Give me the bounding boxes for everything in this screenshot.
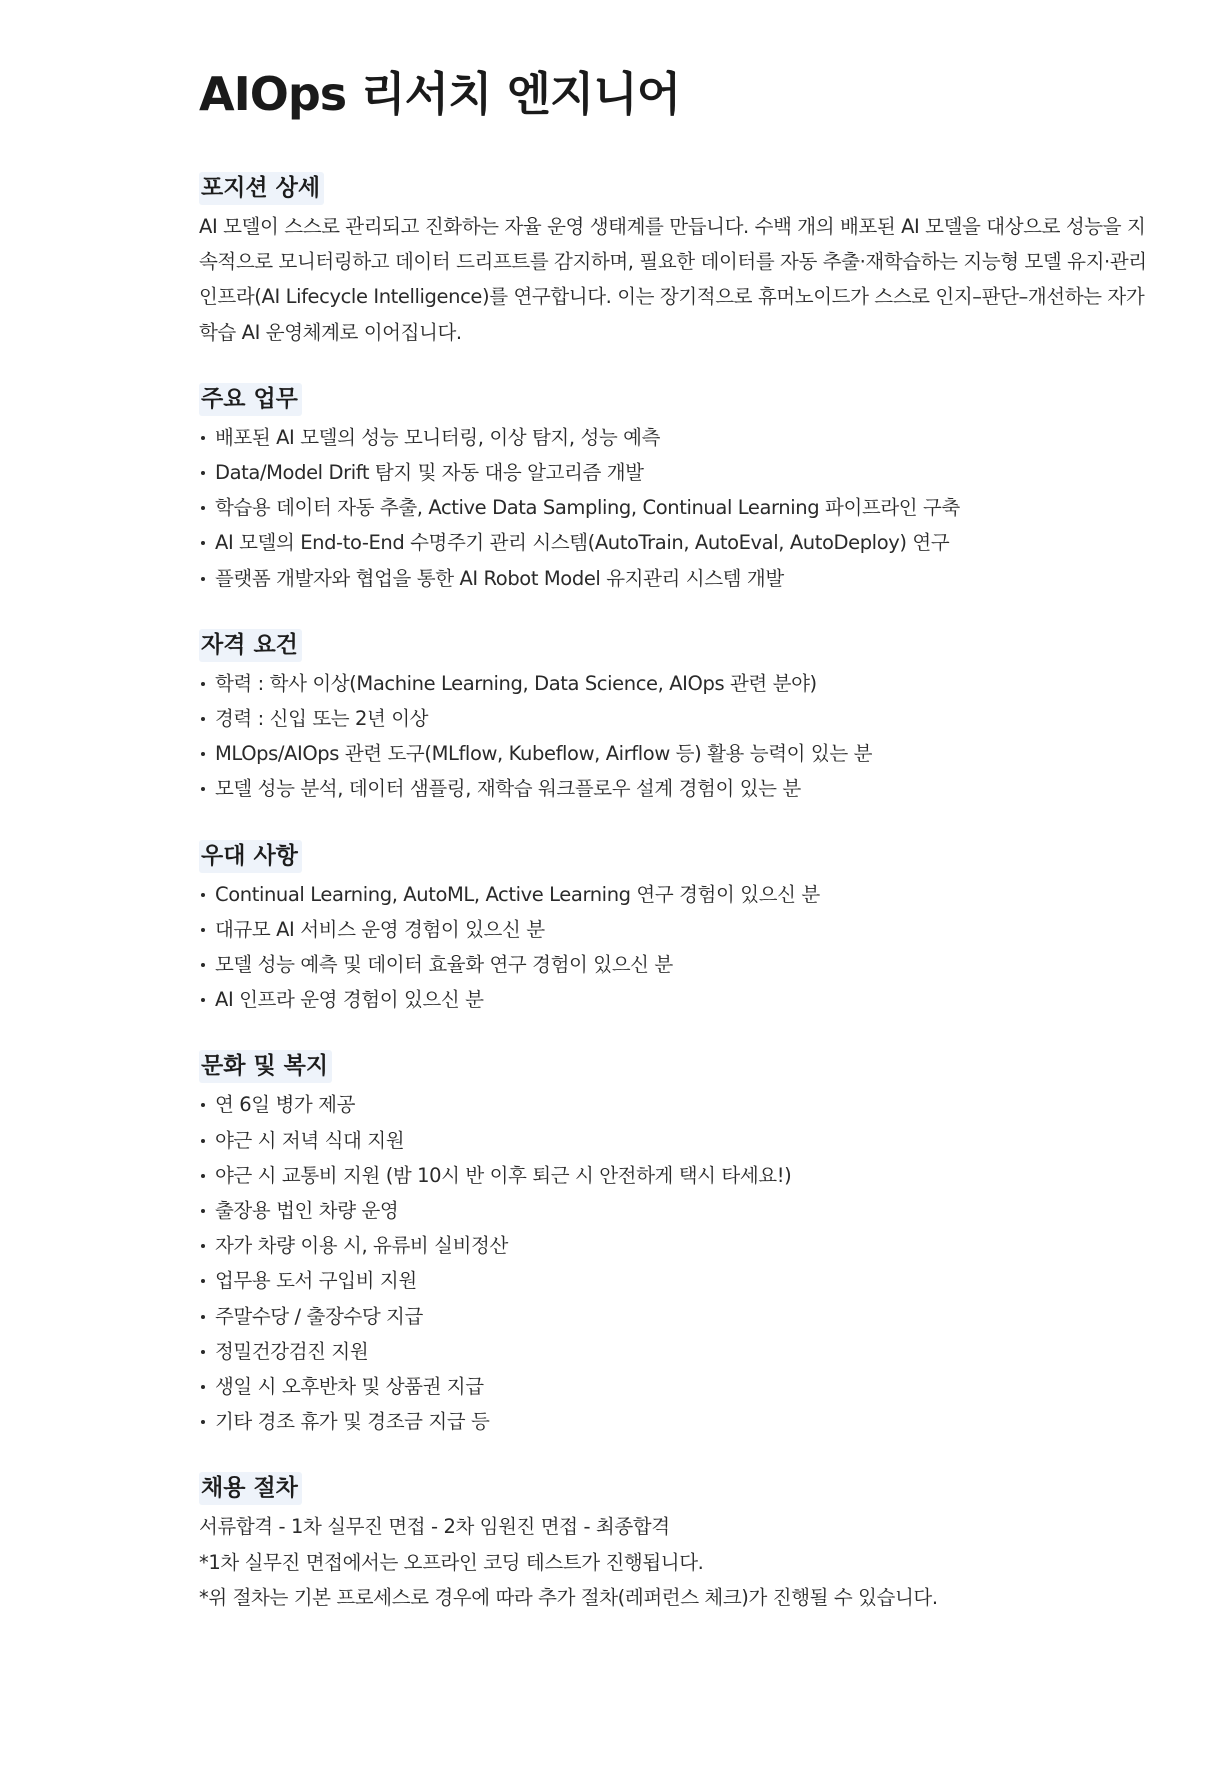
section-heading-requirements: 자격 요건 xyxy=(199,629,302,662)
section-hiring-process xyxy=(199,1472,1149,1615)
page-title: AIOps 리서치 엔지니어 xyxy=(199,67,681,121)
list-item: 경력 : 신입 또는 2년 이상 xyxy=(199,701,1149,736)
list-item: MLOps/AIOps 관련 도구(MLflow, Kubeflow, Airflow 등) 활용 능력이 있는 분 xyxy=(199,736,1149,771)
list-item: AI 인프라 운영 경험이 있으신 분 xyxy=(199,982,1149,1017)
section-heading-duties: 주요 업무 xyxy=(199,383,302,416)
list-item: 모델 성능 예측 및 데이터 효율화 연구 경험이 있으신 분 xyxy=(199,947,1149,982)
section-requirements xyxy=(199,629,1149,807)
list-item: 대규모 AI 서비스 운영 경험이 있으신 분 xyxy=(199,912,1149,947)
list-item: 야근 시 교통비 지원 (밤 10시 반 이후 퇴근 시 안전하게 택시 타세요!) xyxy=(199,1158,1149,1193)
list-item: 배포된 AI 모델의 성능 모니터링, 이상 탐지, 성능 예측 xyxy=(199,420,1149,455)
list-item: Data/Model Drift 탐지 및 자동 대응 알고리즘 개발 xyxy=(199,455,1149,490)
list-item: 기타 경조 휴가 및 경조금 지급 등 xyxy=(199,1404,1149,1439)
list-item: 학습용 데이터 자동 추출, Active Data Sampling, Continual Learning 파이프라인 구축 xyxy=(199,490,1149,525)
hiring-process-note: *위 절차는 기본 프로세스로 경우에 따라 추가 절차(레퍼런스 체크)가 진행될 수 있습니다. xyxy=(199,1585,938,1609)
list-item: 자가 차량 이용 시, 유류비 실비정산 xyxy=(199,1228,1149,1263)
list-item: 플랫폼 개발자와 협업을 통한 AI Robot Model 유지관리 시스템 개발 xyxy=(199,561,1149,596)
section-heading-hiring-process: 채용 절차 xyxy=(199,1472,302,1505)
list-item: Continual Learning, AutoML, Active Learning 연구 경험이 있으신 분 xyxy=(199,877,1149,912)
section-heading-benefits: 문화 및 복지 xyxy=(199,1050,332,1083)
list-item: 모델 성능 분석, 데이터 샘플링, 재학습 워크플로우 설계 경험이 있는 분 xyxy=(199,771,1149,806)
section-heading-preferred: 우대 사항 xyxy=(199,840,302,873)
section-duties xyxy=(199,383,1149,596)
requirements-list xyxy=(199,666,1149,807)
job-posting-content xyxy=(199,62,1149,1615)
benefits-list xyxy=(199,1087,1149,1439)
position-detail-text: AI 모델이 스스로 관리되고 진화하는 자율 운영 생태계를 만듭니다. 수백 개의 배포된 AI 모델을 대상으로 성능을 지속적으로 모니터링하고 데이터 드리프트를 감지하며, 필요한 데이터를 자동 추출·재학습하는 지능형 모델 유지·관리 인프라(AI Lifecycle Intelligence)를 연구합니다. 이는 장기적으로 휴머노이드가 스스로 인지–판단–개선하는 자가학습 AI 운영체계로 이어집니다. xyxy=(199,215,1147,344)
list-item: 출장용 법인 차량 운영 xyxy=(199,1193,1149,1228)
section-benefits xyxy=(199,1050,1149,1439)
hiring-process-note: *1차 실무진 면접에서는 오프라인 코딩 테스트가 진행됩니다. xyxy=(199,1550,704,1574)
section-heading-position-detail: 포지션 상세 xyxy=(199,172,324,205)
list-item: 주말수당 / 출장수당 지급 xyxy=(199,1299,1149,1334)
hiring-process-steps: 서류합격 - 1차 실무진 면접 - 2차 임원진 면접 - 최종합격 xyxy=(199,1515,670,1539)
list-item: 정밀건강검진 지원 xyxy=(199,1334,1149,1369)
preferred-list xyxy=(199,877,1149,1018)
list-item: 업무용 도서 구입비 지원 xyxy=(199,1263,1149,1298)
list-item: 생일 시 오후반차 및 상품권 지급 xyxy=(199,1369,1149,1404)
section-position-detail xyxy=(199,172,1149,350)
list-item: 학력 : 학사 이상(Machine Learning, Data Science, AIOps 관련 분야) xyxy=(199,666,1149,701)
duties-list xyxy=(199,420,1149,596)
section-preferred xyxy=(199,840,1149,1018)
hiring-process-text xyxy=(199,1509,1149,1615)
list-item: 연 6일 병가 제공 xyxy=(199,1087,1149,1122)
list-item: 야근 시 저녁 식대 지원 xyxy=(199,1123,1149,1158)
list-item: AI 모델의 End-to-End 수명주기 관리 시스템(AutoTrain, AutoEval, AutoDeploy) 연구 xyxy=(199,525,1149,560)
